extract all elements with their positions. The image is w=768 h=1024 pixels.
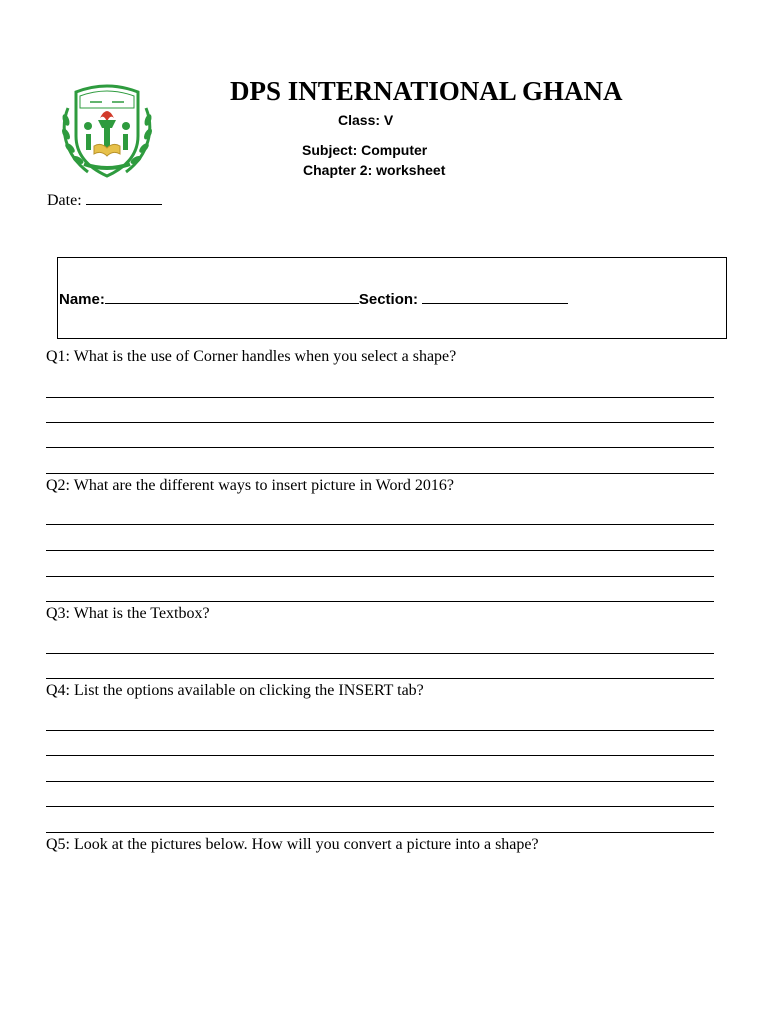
answer-line[interactable]: [46, 806, 714, 807]
answer-line[interactable]: [46, 601, 714, 602]
answer-line[interactable]: [46, 397, 714, 398]
school-title: DPS INTERNATIONAL GHANA: [230, 76, 623, 106]
answer-line[interactable]: [46, 678, 714, 679]
question-2: Q2: What are the different ways to insert picture in Word 2016?: [46, 477, 454, 494]
question-1: Q1: What is the use of Corner handles when you select a shape?: [46, 348, 457, 365]
school-crest-icon: [54, 78, 160, 182]
student-info-row: [59, 291, 568, 308]
answer-line[interactable]: [46, 755, 714, 756]
question-5: Q5: Look at the pictures below. How will you convert a picture into a shape?: [46, 836, 539, 853]
section-label: Section:: [358, 291, 419, 308]
date-row: [47, 192, 162, 210]
name-label: Name:: [59, 291, 105, 308]
answer-line[interactable]: [46, 832, 714, 833]
date-label: Date:: [47, 192, 82, 209]
answer-line[interactable]: [46, 550, 714, 551]
question-4: Q4: List the options available on clicking the INSERT tab?: [46, 682, 424, 699]
answer-line[interactable]: [46, 730, 714, 731]
question-3: Q3: What is the Textbox?: [46, 605, 210, 622]
date-blank[interactable]: [86, 204, 162, 205]
answer-line[interactable]: [46, 781, 714, 782]
subject-label: Subject: Computer: [302, 142, 428, 158]
class-label: Class: V: [338, 112, 394, 128]
answer-line[interactable]: [46, 447, 714, 448]
answer-line[interactable]: [46, 576, 714, 577]
name-blank[interactable]: [105, 303, 359, 304]
answer-line[interactable]: [46, 422, 714, 423]
answer-line[interactable]: [46, 653, 714, 654]
section-blank[interactable]: [422, 303, 568, 304]
chapter-label: Chapter 2: worksheet: [303, 162, 446, 178]
answer-line[interactable]: [46, 524, 714, 525]
answer-line[interactable]: [46, 473, 714, 474]
